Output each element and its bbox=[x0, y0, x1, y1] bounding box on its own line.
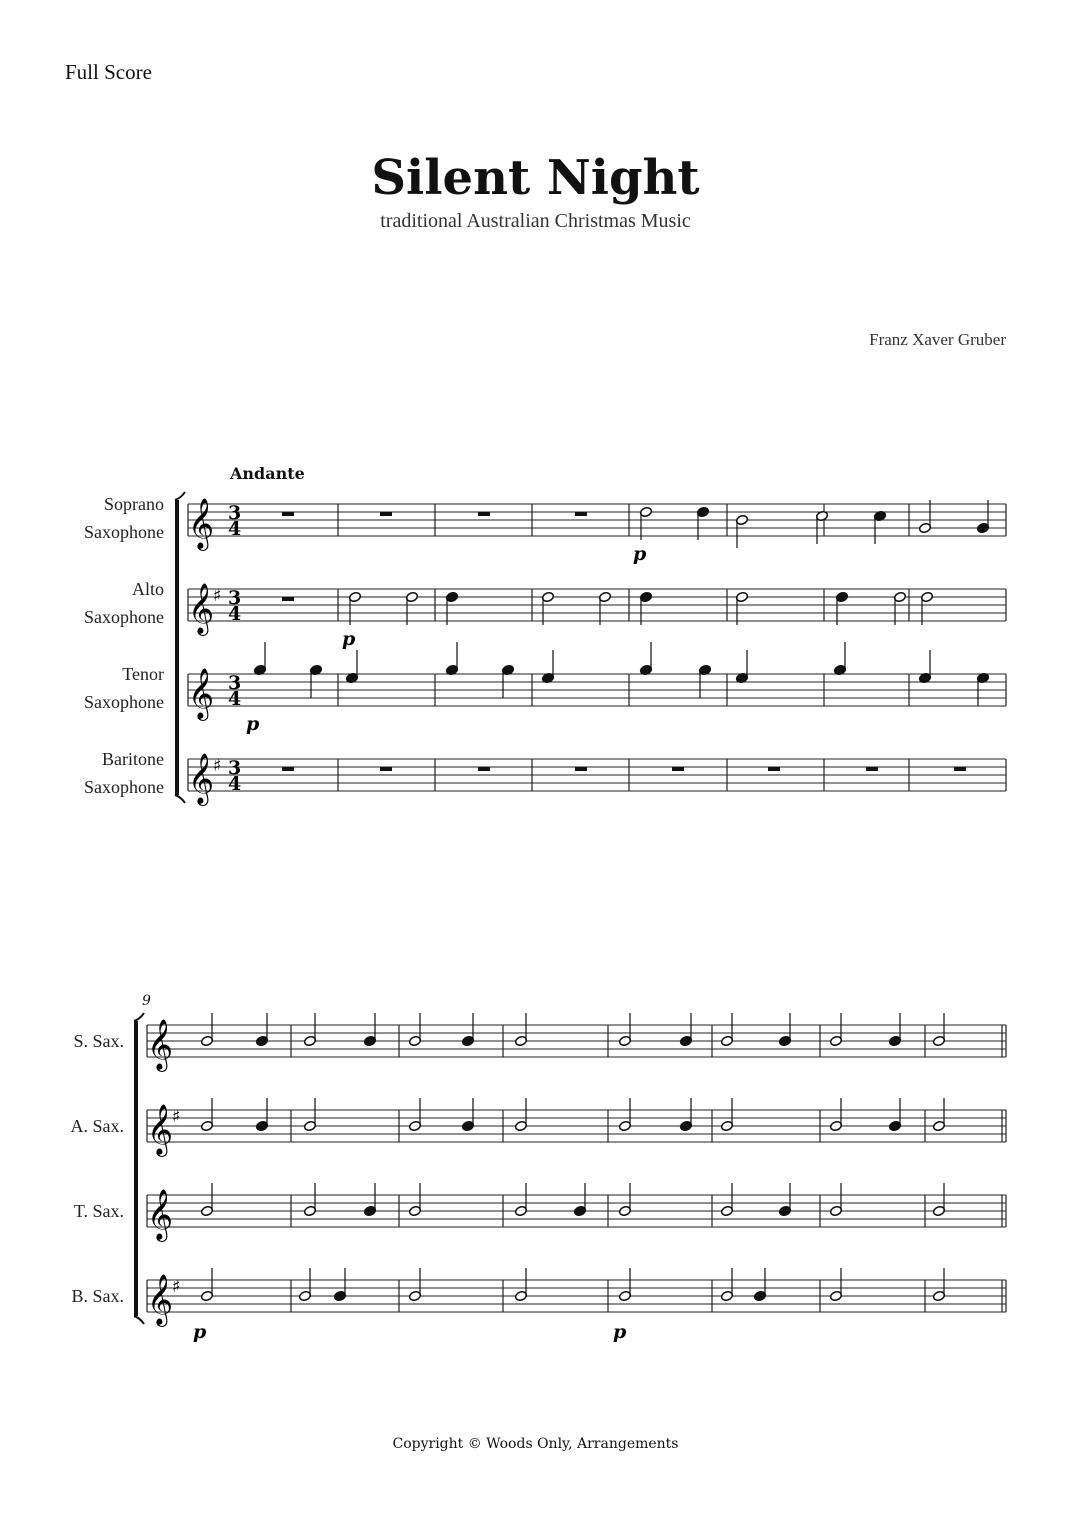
system2-bracket bbox=[134, 1021, 138, 1316]
system1-staff-3-time-top: 3 bbox=[228, 757, 242, 779]
baritone-m9-dynamic: p bbox=[193, 1321, 207, 1343]
alto-dynamic: p bbox=[342, 628, 356, 650]
alto-m1-whole-rest bbox=[282, 597, 294, 601]
system1-staff-2-time-top: 3 bbox=[228, 672, 242, 694]
system2-staff-3-key-sharp: ♯ bbox=[172, 1277, 181, 1297]
instrument-abbrev-soprano: S. Sax. bbox=[73, 1031, 124, 1051]
system1-staff-1-key-sharp: ♯ bbox=[213, 586, 222, 606]
soprano-dynamic: p bbox=[633, 543, 647, 565]
tempo-marking: Andante bbox=[230, 464, 305, 483]
system1-staff-1-time-bottom: 4 bbox=[228, 603, 242, 625]
system1-staff-1-treble-clef: 𝄞 bbox=[188, 583, 215, 634]
system2-staff-1-treble-clef: 𝄞 bbox=[147, 1104, 174, 1155]
system1-staff-1-time-top: 3 bbox=[228, 587, 242, 609]
system1-staff-0-time-bottom: 4 bbox=[228, 518, 242, 540]
system1-bracket-top bbox=[175, 492, 185, 500]
baritone-m2-whole-rest bbox=[380, 767, 392, 771]
measure-number: 9 bbox=[142, 993, 151, 1009]
score-type-label: Full Score bbox=[65, 60, 152, 84]
composer-name: Franz Xaver Gruber bbox=[869, 330, 1006, 349]
instrument-label-soprano: Soprano Saxophone bbox=[84, 494, 164, 542]
baritone-m3-whole-rest bbox=[478, 767, 490, 771]
baritone-m6-whole-rest bbox=[768, 767, 780, 771]
system1-staff-3-time-bottom: 4 bbox=[228, 773, 242, 795]
system2-staff-0-treble-clef: 𝄞 bbox=[147, 1019, 174, 1070]
system2-bracket-bottom bbox=[134, 1316, 144, 1324]
system1-bracket-bottom bbox=[175, 795, 185, 803]
system2-bracket-top bbox=[134, 1013, 144, 1021]
system2-staff-2-treble-clef: 𝄞 bbox=[147, 1189, 174, 1240]
system1-staff-0-time-top: 3 bbox=[228, 502, 242, 524]
baritone-m13-dynamic: p bbox=[613, 1321, 627, 1343]
instrument-abbrev-tenor: T. Sax. bbox=[73, 1201, 124, 1221]
soprano-m3-whole-rest bbox=[478, 512, 490, 516]
instrument-label-baritone: Baritone Saxophone bbox=[84, 749, 164, 797]
piece-title: Silent Night bbox=[371, 150, 700, 206]
instrument-label-alto: Alto Saxophone bbox=[84, 579, 164, 627]
baritone-m1-whole-rest bbox=[282, 767, 294, 771]
soprano-m1-whole-rest bbox=[282, 512, 294, 516]
soprano-m2-whole-rest bbox=[380, 512, 392, 516]
system1-staff-2-time-bottom: 4 bbox=[228, 688, 242, 710]
baritone-m4-whole-rest bbox=[575, 767, 587, 771]
baritone-m7-whole-rest bbox=[866, 767, 878, 771]
instrument-abbrev-alto: A. Sax. bbox=[70, 1116, 124, 1136]
instrument-label-tenor: Tenor Saxophone bbox=[84, 664, 164, 712]
system1-staff-2-treble-clef: 𝄞 bbox=[188, 668, 215, 719]
soprano-m4-whole-rest bbox=[575, 512, 587, 516]
tenor-dynamic: p bbox=[246, 713, 260, 735]
instrument-abbrev-baritone: B. Sax. bbox=[71, 1286, 124, 1306]
baritone-m8-whole-rest bbox=[954, 767, 966, 771]
system2-staff-1-key-sharp: ♯ bbox=[172, 1107, 181, 1127]
system2-staff-3-treble-clef: 𝄞 bbox=[147, 1274, 174, 1325]
system1-staff-3-key-sharp: ♯ bbox=[213, 756, 222, 776]
system1-bracket bbox=[175, 500, 179, 795]
piece-subtitle: traditional Australian Christmas Music bbox=[380, 210, 691, 232]
system1-staff-3-treble-clef: 𝄞 bbox=[188, 753, 215, 804]
system1-staff-0-treble-clef: 𝄞 bbox=[188, 498, 215, 549]
copyright-footer: Copyright © Woods Only, Arrangements bbox=[392, 1436, 679, 1452]
baritone-m5-whole-rest bbox=[672, 767, 684, 771]
